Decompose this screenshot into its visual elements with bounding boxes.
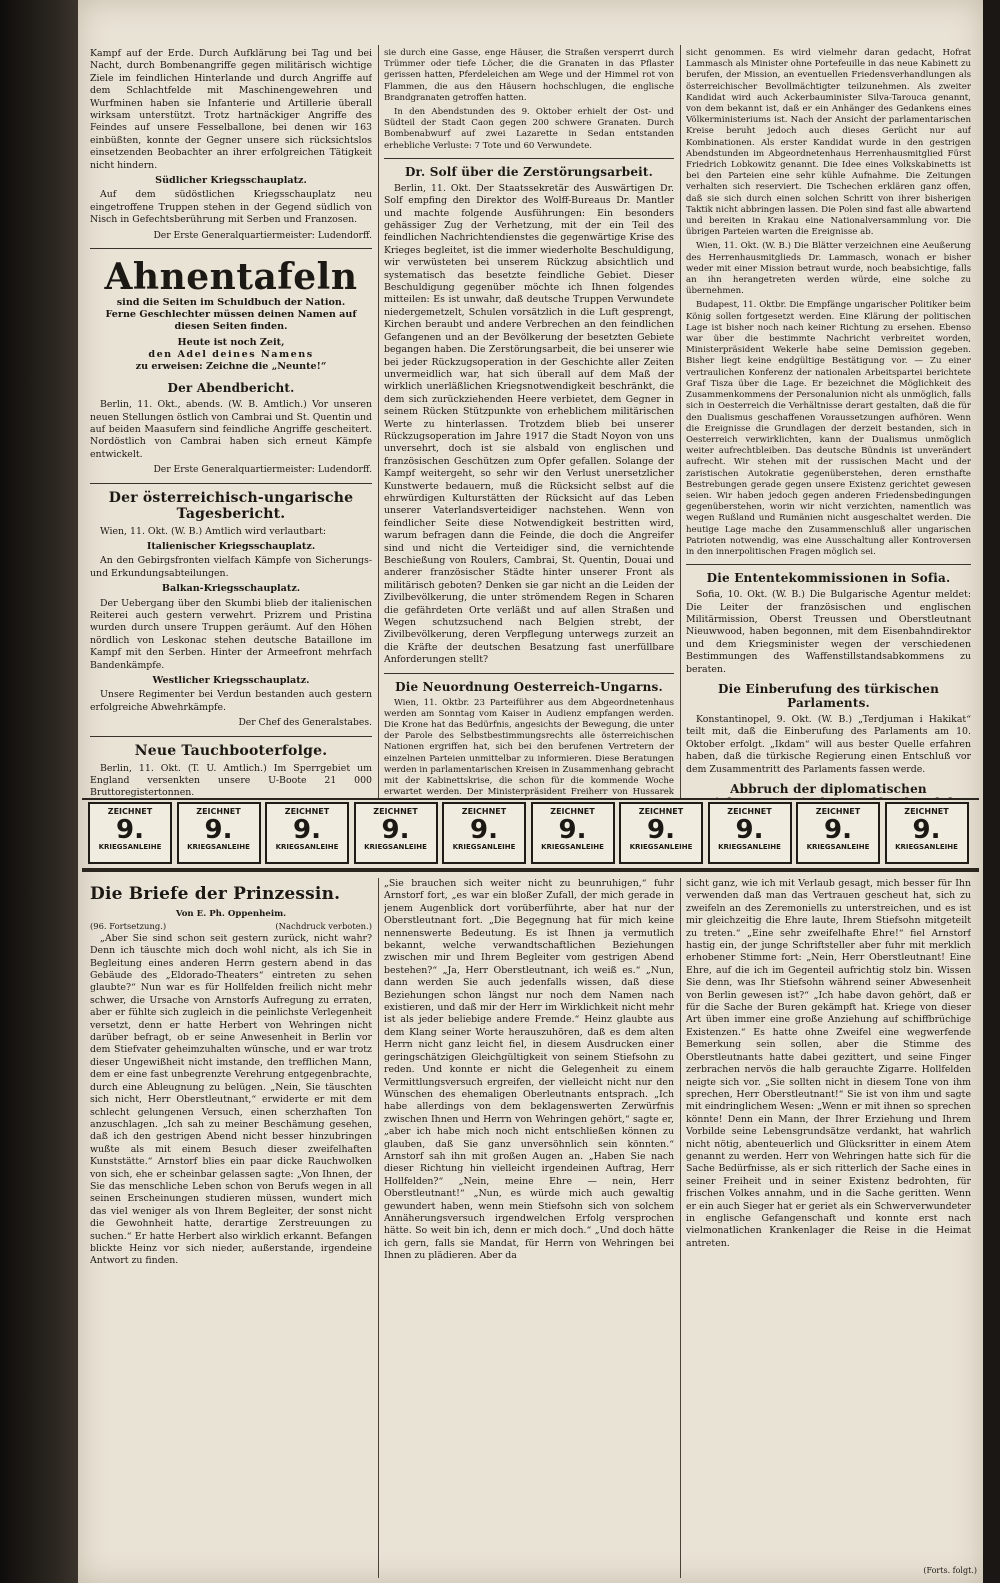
war-loan-advert — [354, 802, 438, 864]
feuilleton-copyright-note: (Nachdruck verboten.) — [275, 921, 372, 932]
divider — [384, 158, 674, 159]
evening-report-heading: Der Abendbericht. — [167, 381, 295, 396]
italian-theatre-heading: Italienischer Kriegsschauplatz. — [146, 540, 316, 552]
divider — [90, 736, 372, 737]
page-edge-shadow — [0, 0, 78, 1583]
banner-top-rule — [82, 798, 979, 800]
column-rule — [378, 878, 379, 1578]
signature-ludendorff-1: Der Erste Generalquartiermeister: Ludendorff. — [153, 229, 372, 241]
war-loan-advert — [265, 802, 349, 864]
war-loan-advert — [885, 802, 969, 864]
war-loan-advert-bottom: KRIEGSANLEIHE — [187, 843, 250, 851]
column-rule — [680, 878, 681, 1578]
war-loan-advert-bottom: KRIEGSANLEIHE — [364, 843, 427, 851]
war-loan-advert-number: 9. — [558, 815, 587, 845]
divider — [384, 673, 674, 674]
war-loan-advert-bottom: KRIEGSANLEIHE — [895, 843, 958, 851]
war-loan-advert-top: ZEICHNET — [904, 807, 949, 816]
war-loan-advert-top: ZEICHNET — [727, 807, 772, 816]
feuilleton-text-1: „Aber Sie sind schon seit gestern zurück, nicht wahr? Denn ich täuschte mich doch wohl nicht, als ich Sie in Begleitung eines anderen Herrn gestern abend in das Gebäude des „Eldorado-Theaters“ eintreten zu sehen glaubte?“ Nun war es für Hollfelden freilich nicht mehr schwer, die Ursache von Arnstorfs Aufregung zu erraten, aber er fühlte sich zugleich in die peinlichste Verlegenheit versetzt, denn er hatte Herbert von Wehringen nicht darüber befragt, ob er seine Anwesenheit in Berlin vor dem Stiefvater geheimzuhalten wünsche, und er war trotz dieser Ungewißheit nicht imstande, den trefflichen Mann, dem er eine fast unbegrenzte Verehrung entgegenbrachte, durch eine Ableugnung zu belügen. „Nein, Sie täuschten sich nicht, Herr Oberstleutnant,“ erwiderte er mit dem schlecht gelungenen Versuch, einen scherzhaften Ton anzuschlagen. „Ich sah zu meiner Beschämung gesehen, daß ich den gestrigen Abend nicht besser hinzubringen wußte als mit einem Besuch dieser zweifelhaften Kunststätte.“ Arnstorf blies ein paar dicke Rauchwolken von sich, ehe er scheinbar gelassen sagte: „Von Ihnen, der Sie das menschliche Leben schon von Berufs wegen in all seinen Erscheinungen studieren müssen, wundert mich das viel weniger als von Ihrem Begleiter, der sonst nicht die Gewohnheit hatte, derartige Zerstreuungen zu suchen.“ Er hatte Herbert also wirklich erkannt. Befangen blickte Heinz vor sich nieder, außerstande, irgendeine Antwort zu finden. — [90, 932, 372, 1267]
western-theatre-text: Unsere Regimenter bei Verdun bestanden auch gestern erfolgreiche Abwehrkämpfe. — [90, 689, 372, 713]
ahnentafeln-line-3: Heute ist noch Zeit, — [177, 337, 285, 349]
war-loan-banner-row — [88, 802, 973, 866]
austria-reorganisation-heading: Die Neuordnung Oesterreich-Ungarns. — [395, 679, 663, 694]
war-loan-advert-bottom: KRIEGSANLEIHE — [275, 843, 339, 851]
war-loan-advert-number: 9. — [204, 815, 233, 845]
balkan-theatre-text: Der Uebergang über den Skumbi blieb der italienischen Reiterei auch gestern verwehrt. Prizrem und Pristina wurden durch unsere Truppen geräumt. Auf den Höhen nördlich von Leskonac stehen deutsche Bataillone im Kampf mit den Serben. Hinter der Armeefront mehrfach Bandenkämpfe. — [90, 597, 372, 671]
solf-text: Berlin, 11. Okt. Der Staatssekretär des Auswärtigen Dr. Solf empfing den Direktor des Wolff-Bureaus Dr. Mantler und machte folgende Ausführungen: Ein besonders gehässiger Zug der Verhetzung, mit der ein Teil des feindlichen Nachrichtendienstes die gegenwärtige Krise des Krieges begleitet, ist die immer wiederholte Beschuldigung, wir verwüsteten bei unserem Rückzug absichtlich und systematisch das besetzte feindliche Gebiet. Dieser Beschuldigung gegenüber möchte ich Ihnen folgendes mitteilen: Es ist unwahr, daß deutsche Truppen Verwundete niedergemetzelt, Schulen vorsätzlich in die Luft gesprengt, Kirchen beraubt und andere Verbrechen an den feindlichen Gefangenen und an der Bevölkerung der besetzten Gebiete begangen haben. Die Zerstörungsarbeit, die bei unserer wie bei jeder Rückzugsoperation in der Geschichte aller Zeiten unvermeidlich war, hat sich überall auf dem Maß der wirklich unerläßlichen Kriegsnotwendigkeit beschränkt, die dem sich zurückziehenden Heere verbietet, dem Gegner in seinem Rücken Stützpunkte von erheblichem militärischen Werte zu hinterlassen. Trotzdem blieb bei unserer Rückzugsoperation im Jahre 1917 die Stadt Noyon von uns unversehrt, doch ist sie alsbald von englischen und französischen Geschützen zum Opfer gefallen. Solange der Kampf weitergeht, so sehr wir den Verlust unersetzlicher Kunstwerte bedauern, muß die Rücksicht selbst auf die ehrwürdigen Kulturstätten der Rücksicht auf das Leben unserer Vaterlandsverteidiger nachstehen. Wenn von feindlicher Seite diese Notwendigkeit bestritten wird, warum befragen dann die Feinde, die doch die Angreifer sind und nicht die Verteidiger sind, die vernichtende Beschießung von Roulers, Cambrai, St. Quentin, Douai und anderer französischer Städte hinter unserer Front als militärisch geboten? Denken sie gar nicht an die Leiden der Zivilbevölkerung, die unter strömendem Regen in Scharen die gefährdeten Orte verläßt und auf allen Straßen und Wegen schutzsuchend nach Belgien strebt, der Zivilbevölkerung, deren Verpflegung unterwegs zurzeit an die Kräfte der deutschen Besatzung fast unerfüllbare Anforderungen stellt? — [384, 182, 674, 666]
war-loan-advert-top: ZEICHNET — [284, 807, 330, 816]
newspaper-page — [78, 0, 983, 1583]
sedan-text: In den Abendstunden des 9. Oktober erhielt der Ost- und Südteil der Stadt Caon gegen 200 schwere Granaten. Durch Bombenabwurf auf zwei Lazarette in Sedan entstanden erhebliche Verluste: 7 Tote und 60 Verwundete. — [384, 107, 674, 151]
southern-theatre-heading: Südlicher Kriegsschauplatz. — [155, 175, 307, 187]
intro-paragraph: Kampf auf der Erde. Durch Aufklärung bei Tag und bei Nacht, durch Bombenangriffe gegen militärisch wichtige Ziele im feindlichen Hinterlande und durch Angriffe auf dem Schlachtfelde mit Maschinengewehren und Wurfminen haben sie Infanterie und Artillerie überall wirksam unterstützt. Trotz hartnäckiger Angriffe des Feindes auf unsere Fesselballone, bei denen wir 163 einbüßten, konnte der Gegner unsere sich rücksichtslos einsetzenden Beobachter an ihrer erfolgreichen Tätigkeit nicht hindern. — [90, 48, 372, 171]
western-theatre-heading: Westlicher Kriegsschauplatz. — [152, 675, 310, 686]
war-loan-advert-number: 9. — [381, 815, 410, 845]
war-loan-advert-top: ZEICHNET — [815, 807, 861, 816]
southern-theatre-text: Auf dem südöstlichen Kriegsschauplatz neu eingetroffene Truppen stehen in der Gegend südlich von Nisch in Gefechtsberührung mit Serben und Franzosen. — [90, 189, 372, 226]
war-loan-advert-number: 9. — [116, 815, 144, 845]
feuilleton-column-3 — [686, 878, 971, 1566]
continued-note: (Forts. folgt.) — [923, 1566, 977, 1575]
war-loan-advert-top: ZEICHNET — [638, 807, 684, 816]
austria-reorganisation-text: Wien, 11. Oktbr. 23 Parteiführer aus dem Abgeordnetenhaus werden am Sonntag vom Kaiser in Audienz empfangen werden. Die Krone hat das Bedürfnis, angesichts der Bewegung, die unter der Parole des Selbstbestimmungsrechts alle österreichischen Nationen ergriffen hat, sich bei den berufenen Vertretern der einzelnen Parteien unmittelbar zu informieren. Diese Beratungen werden in parlamentarischen Kreisen in Zusammenhang gebracht mit der Kabinettskrise, die schon für die kommende Woche erwartet werden. Der Ministerpräsident Freiherr von Hussarek — [384, 697, 674, 798]
ahnentafeln-line-4: den Adel deines Namens — [148, 349, 314, 361]
feuilleton-title: Die Briefe der Prinzessin. — [90, 884, 341, 904]
solf-heading: Dr. Solf über die Zerstörungsarbeit. — [404, 164, 654, 179]
austro-hungarian-report-text: Wien, 11. Okt. (W. B.) Amtlich wird verlautbart: — [100, 525, 327, 537]
austro-hungarian-report-heading: Der österreichisch-ungarische Tagesbericht. — [108, 489, 354, 522]
war-loan-advert-bottom: KRIEGSANLEIHE — [806, 843, 870, 851]
ahnentafeln-line-2: Ferne Geschlechter müssen deinen Namen auf diesen Seiten finden. — [105, 309, 357, 333]
war-loan-advert-number: 9. — [293, 815, 321, 845]
war-loan-advert — [708, 802, 792, 864]
feuilleton-byline: Von E. Ph. Oppenheim. — [175, 909, 287, 919]
column-3 — [686, 48, 971, 798]
war-loan-advert — [531, 802, 615, 864]
war-loan-advert-number: 9. — [824, 815, 852, 845]
war-loan-advert-number: 9. — [647, 815, 675, 845]
divider — [90, 483, 372, 484]
war-loan-advert-top: ZEICHNET — [373, 807, 418, 816]
budapest-text: Budapest, 11. Oktbr. Die Empfänge ungarischer Politiker beim König sollen fortgesetzt werden. Eine Klärung der politischen Lage ist bisher noch nach keiner Richtung zu ersehen. Ebenso war über die bestimmte Nachricht verbreitet worden, Ministerpräsident Wekerle habe seine Demission gegeben. Bisher liegt keine endgültige Bestätigung vor. — Zu einer vertraulichen Konferenz der nationalen Arbeitspartei berichtete Graf Tisza über die Lage. Er bezeichnet die Möglichkeit des Zusammenkommens der Personalunion nicht als unmöglich, falls sich in Oesterreich die Verhältnisse derart gestalten, daß die für den Dualismus geschaffenen Voraussetzungen aufhören. Wenn die Ereignisse die Grundlagen der derzeit bestanden, sich in Oesterreich verwirklichten, kann der Dualismus unmöglich weiter aufrechtbleiben. Das deutsche Bündnis ist unverändert aufrecht. Wir stehen mit der russischen Macht und der zaristischen Autokratie gegenüberstehen, deren ernsthafte Bestrebungen gerade gegen unsere Existenz gerichtet gewesen seien. Wir haben jedoch gegen anderen Friedensbedingungen gegenüberstehen, worin wir nicht verzichten, namentlich was wegen Rußland und Rumänien nicht ausgeschaltet werden. Die heutige Lage mache den Zusammenschluß aller ungarischen Patrioten notwendig, was eine Ausschaltung aller Kontroversen in den innerpolitischen Fragen möglich sei. — [686, 300, 971, 557]
war-loan-advert-bottom: KRIEGSANLEIHE — [452, 843, 516, 851]
feuilleton-column-2 — [384, 878, 674, 1578]
balkan-theatre-heading: Balkan-Kriegsschauplatz. — [161, 583, 301, 595]
column-1 — [90, 48, 372, 798]
italian-theatre-text: An den Gebirgsfronten vielfach Kämpfe von Sicherungs- und Erkundungsabteilungen. — [90, 555, 372, 579]
divider — [686, 564, 971, 565]
war-loan-advert-bottom: KRIEGSANLEIHE — [718, 843, 781, 851]
column-rule — [680, 45, 681, 800]
entente-commissions-text: Sofia, 10. Okt. (W. B.) Die Bulgarische Agentur meldet: Die Leiter der französischen und englischen Militärmission, Oberst Treussen und Oberstleutnant Nieuwwood, haben begonnen, mit dem Eisenbahndirektor und dem Kriegsminister wegen der verschiedenen Bestimmungen des Waffenstillstandsabkommens zu beraten. — [686, 589, 971, 675]
war-loan-advert — [177, 802, 261, 864]
ahnentafeln-title: Ahnentafeln — [104, 256, 358, 299]
russia-ukraine-heading: Abbruch der diplomatischen — [730, 782, 927, 797]
feuilleton-continuation: (96. Fortsetzung.) — [90, 921, 167, 932]
entente-commissions-heading: Die Ententekommissionen in Sofia. — [706, 571, 951, 586]
war-loan-advert-number: 9. — [735, 815, 764, 845]
submarine-heading: Neue Tauchbooterfolge. — [134, 742, 328, 759]
vienna-text: Wien, 11. Okt. (W. B.) Die Blätter verzeichnen eine Aeußerung des Herrenhausmitglieds Dr. Lammasch, wonach er bisher weder mit einer Mission betraut wurde, noch beabsichtige, falls an ihn herangetreten werden würde, eine solche zu übernehmen. — [686, 241, 971, 297]
ahnentafeln-line-1: sind die Seiten im Schuldbuch der Nation. — [116, 297, 346, 309]
submarine-text: Berlin, 11. Okt. (T. U. Amtlich.) Im Sperrgebiet um England versenkten unsere U-Boote 21 000 Bruttoregistertonnen. — [90, 762, 372, 798]
war-loan-advert-top: ZEICHNET — [461, 807, 507, 816]
war-loan-advert — [796, 802, 880, 864]
war-loan-advert-bottom: KRIEGSANLEIHE — [98, 843, 162, 851]
war-loan-advert-top: ZEICHNET — [550, 807, 595, 816]
divider — [90, 248, 372, 249]
war-loan-advert-number: 9. — [470, 815, 498, 845]
column-rule — [378, 45, 379, 800]
feuilleton-text-2: „Sie brauchen sich weiter nicht zu beunruhigen,“ fuhr Arnstorf fort, „es war ein bloßer Zufall, der mich gerade in jenem Augenblick dort vorüberführte, aber hat nur der Oberstleutnant fort. „Die Begegnung hat für mich keine nennenswerte Bedeutung. Es ist Ihnen ja vermutlich bekannt, welche verwandtschaftlichen Beziehungen zwischen mir und Ihrem Begleiter vom gestrigen Abend bestehen?“ „Ja, Herr Oberstleutnant, ich weiß es.“ „Nun, dann werden Sie auch jedenfalls wissen, daß diese Beziehungen schon längst nur noch dem Namen nach existieren, und daß mir der Herr im Wirklichkeit nicht mehr ist als jeder beliebige andere Fremde.“ Heinz glaubte aus dem Klang seiner Worte herauszuhören, daß es dem alten Herrn nicht ganz leicht fiel, in diesem Ausdrucken einer geringschätzigen Gleichgültigkeit von seinem Stiefsohn zu reden. Und konnte er nicht die Gelegenheit zu einem Vermittlungsversuch ergreifen, der vielleicht nicht nur den Wünschen des ehemaligen Oberleutnants entsprach. „Ich habe allerdings von dem beklagenswerten Zerwürfnis zwischen Ihnen und Herrn von Wehringen gehört,“ sagte er, „aber ich habe mich noch nicht entschließen können zu glauben, daß Sie ganz unversöhnlich sein könnten.“ Arnstorf sah ihn mit großen Augen an. „Haben Sie nach dieser Richtung hin vielleicht irgendeinen Auftrag, Herr Hollfelden?“ „Nein, meine Ehre — nein, Herr Oberstleutnant!“ „Nun, es würde mich auch gewaltig gewundert haben, wenn mein Stiefsohn sich von solchem Annäherungsversuch irgendwelchen Erfolg versprochen hätte. So weit bin ich, denn er mich doch.“ „Und doch hätte ich gern, falls sie Mandat, für Herrn von Wehringen bei Ihnen zu plädieren. Aber da — [384, 878, 674, 1262]
cambrai-continued-text: sie durch eine Gasse, enge Häuser, die Straßen versperrt durch Trümmer oder tiefe Löcher, die die Granaten in das Pflaster gerissen hatten, Pferdeleichen am Wege und der Himmel rot von Flammen, die aus den Häusern hochschlugen, die englische Brandgranaten getroffen hatten. — [384, 48, 674, 103]
war-loan-advert-top: ZEICHNET — [196, 807, 241, 816]
feuilleton-column-1 — [90, 878, 372, 1578]
evening-report-text: Berlin, 11. Okt., abends. (W. B. Amtlich.) Vor unseren neuen Stellungen östlich von Cambrai und St. Quentin und auf beiden Maasufern sind feindliche Angriffe gescheitert. Nordöstlich von Cambrai haben sich erneut Kämpfe entwickelt. — [90, 399, 372, 460]
lammasch-text: sicht genommen. Es wird vielmehr daran gedacht, Hofrat Lammasch als Minister ohne Portefeuille in das neue Kabinett zu berufen, der Mission, an eventuellen Friedensverhandlungen als österreichischer Bevollmächtigter teilzunehmen. Als zweiter Kandidat wird auch Ackerbauminister Silva-Tarouca genannt, von dem bekannt ist, daß er ein Anhänger des Gedankens eines Völkerministeriums ist. Nach der Ansicht der parlamentarischen Kreise beruht jedoch auch dieses Gerücht nur auf Kombinationen. Als erster Kandidat wurde in den gestrigen Abendstunden im Abgeordnetenhaus Herrenhausmitglied Fürst Friedrich Lobkowitz genannt. Die Idee eines Volkskabinetts ist bei den Parteien eine sehr kühle Aufnahme. Die Zeitungen verhalten sich reserviert. Die Tschechen erklären ganz offen, daß sie sich durch einen solchen Schritt von ihrer bisherigen Taktik nicht abbringen lassen. Die Polen sind fast alle abwartend und bereiten in Krakau eine Nationalversammlung vor. Die übrigen Parteien warten die Ereignisse ab. — [686, 48, 971, 238]
signature-ludendorff-2: Der Erste Generalquartiermeister: Ludendorff. — [153, 464, 372, 476]
feuilleton-text-3: sicht ganz, wie ich mit Verlaub gesagt, mich besser für Ihn verwenden daß man das Vertrauen gescheut hat, sich zu zweifeln an des Zeremoniells zu unterstreichen, und es ist mir gleichzeitig die Ehre laute, Ihrem Stiefsohn mitgeteilt zu treten.“ „Eine sehr zweifelhafte Ehre!“ fiel Arnstorf hastig ein, der junge Schriftsteller aber fuhr mit merklich erhobener Stimme fort: „Nein, Herr Oberstleutnant! Eine Ehre, auf die ich im Gegenteil aufrichtig stolz bin. Wissen Sie denn, was Ihr Stiefsohn während seiner Abwesenheit von Berlin gewesen ist?“ „Ich habe davon gehört, daß er für die Sache der Buren gekämpft hat. Kriege von dieser Art üben immer eine große Anziehung auf schiffbrüchige Existenzen.“ Es hatte ohne Zweifel eine wegwerfende Bemerkung sein sollen, aber die Stimme des Oberstleutnants hatte dabei gezittert, und seine Finger zerbrachen nervös die halb gerauchte Zigarre. Hollfelden neigte sich vor. „Sie sollten nicht in diesem Tone von ihm sprechen, Herr Oberstleutnant!“ Sie ist von ihm und sagte mit eindringlichem Wesen: „Wenn er mit ihnen so sprechen könnte! Denn ein Mann, der Ihrer Erziehung und Ihrem Vorbilde seine Lebensgrundsätze verdankt, hat wahrlich nicht nötig, abenteuerlich und Glücksritter in einem Atem genannt zu werden. Herr von Wehringen hatte sich für die Sache Bedürfnisse, als er sich ritterlich der Sache eines in seiner Freiheit und in seiner Existenz bedrohten, für frischen Volkes annahm, und in die Sache geritten. Wenn er ein auch Sieger hat er geriet als ein Schwerverwundeter in englische Gefangenschaft und konnte erst nach vielmonatlichen Krankenlager die Reise in die Heimat antreten. — [686, 878, 971, 1249]
war-loan-advert — [442, 802, 526, 864]
ahnentafeln-advert — [90, 257, 372, 373]
feuilleton-meta — [90, 920, 372, 932]
column-2 — [384, 48, 674, 798]
war-loan-advert — [619, 802, 703, 864]
war-loan-advert-top: ZEICHNET — [107, 807, 153, 816]
signature-general-staff: Der Chef des Generalstabes. — [238, 717, 372, 729]
war-loan-advert-bottom: KRIEGSANLEIHE — [629, 843, 693, 851]
turkish-parliament-text: Konstantinopel, 9. Okt. (W. B.) „Terdjuman i Hakikat“ teilt mit, daß die Einberufung des Parlaments am 10. Oktober erfolgt. „Ikdam“ will aus bester Quelle erfahren haben, daß die türkische Regierung einen Entschluß vor dem Zusammentritt des Parlaments fassen werde. — [686, 713, 971, 775]
war-loan-advert — [88, 802, 172, 864]
ahnentafeln-line-5: zu erweisen: Zeichne die „Neunte!“ — [135, 361, 327, 373]
banner-bottom-rule — [82, 868, 979, 872]
turkish-parliament-heading: Die Einberufung des türkischen Parlaments. — [717, 681, 940, 710]
war-loan-advert-number: 9. — [912, 815, 941, 845]
war-loan-advert-bottom: KRIEGSANLEIHE — [541, 843, 604, 851]
